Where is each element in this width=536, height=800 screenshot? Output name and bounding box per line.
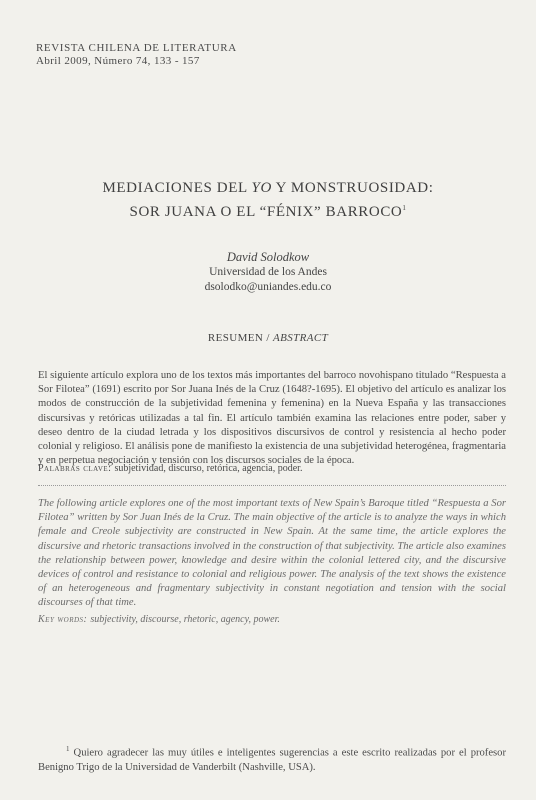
keywords-spanish-label: Palabras clave:	[38, 463, 115, 474]
keywords-english-label: Key words:	[38, 614, 91, 625]
author-affiliation: Universidad de los Andes	[209, 266, 327, 278]
journal-name: REVISTA CHILENA DE LITERATURA	[36, 42, 237, 54]
title-footnote-mark: 1	[402, 204, 407, 212]
section-divider	[38, 485, 506, 486]
resumen-label: RESUMEN /	[207, 332, 273, 344]
journal-issue: Abril 2009, Número 74, 133 - 157	[36, 55, 200, 67]
abstract-english: The following article explores one of the most important texts of New Spain’s Baroque titled “Respuesta a Sor Filotea” written by Sor Juan Inés de la Cruz. The main objective of the article is to analyze the ways in which female and Creole subjectivity are constructed in New Spain. At the same time, the article explores the discursive and rhetoric transactions involved in the construction of that subjectivity. The article also examines the relationship between power, knowledge and desire within the colonial lettered city, and the discursive devices of control and resistance to colonial and religious power. The analysis of the text shows the existence of an heterogeneous and fragmentary subjectivity in constant negotiation and tension with the social discourses of that time.	[38, 498, 506, 609]
author-email: dsolodko@uniandes.edu.co	[204, 281, 332, 293]
keywords-spanish	[38, 462, 506, 476]
footnote-text: Quiero agradecer las muy útiles e inteligentes sugerencias a este escrito realizadas por el profesor Benigno Trigo de la Universidad de Vanderbilt (Nashville, USA).	[38, 747, 506, 773]
title-part2: Y MONSTRUOSIDAD:	[271, 180, 434, 196]
resumen-heading	[0, 332, 536, 344]
title-part1: MEDIACIONES DEL	[102, 180, 252, 196]
keywords-english-text: subjectivity, discourse, rhetoric, agency, power.	[90, 614, 280, 625]
abstract-label: ABSTRACT	[272, 332, 329, 344]
title-yo: YO	[251, 180, 272, 196]
article-title	[0, 178, 536, 222]
title-line2: SOR JUANA O EL “FÉNIX” BARROCO	[129, 204, 403, 220]
author-name: David Solodkow	[226, 250, 310, 264]
article-title-line2	[0, 198, 536, 222]
keywords-spanish-text: subjetividad, discurso, retórica, agencia, poder.	[114, 463, 303, 474]
article-title-line1	[0, 178, 536, 198]
journal-header	[36, 42, 237, 68]
keywords-english	[38, 613, 506, 627]
abstract-spanish: El siguiente artículo explora uno de los textos más importantes del barroco novohispano titulado “Respuesta a Sor Filotea” (1691) escrito por Sor Juana Inés de la Cruz (1648?-1695). El objetivo del artículo es analizar los modos de construcción de la subjetividad femenina y femenina) en la Nueva España y las transacciones discursivas y retóricas utilizadas a tal fin. El artículo también examina las relaciones entre poder, saber y deseo dentro de la ciudad letrada y los dispositivos discursivos de control y resistencia al hecho poder colonial y religioso. El análisis pone de manifiesto la existencia de una subjetividad heterogénea, fragmentaria y en perpetua negociación y tensión con los discursos sociales de la época.	[38, 370, 506, 467]
footnote-mark: 1	[66, 745, 70, 753]
author-block	[0, 250, 536, 295]
footnote	[38, 742, 506, 775]
